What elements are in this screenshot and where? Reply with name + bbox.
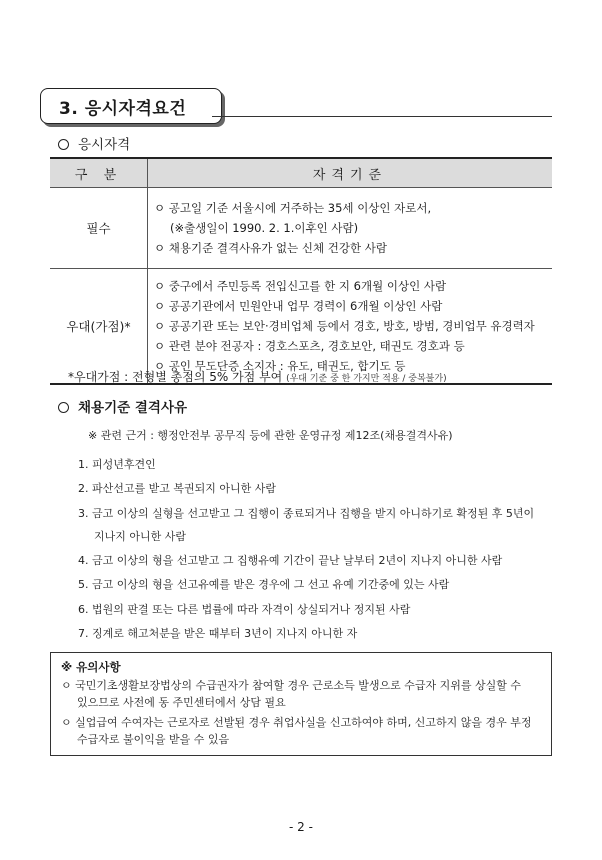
criteria-line: ㅇ 중구에서 주민등록 전입신고를 한 지 6개월 이상인 사람 [154, 279, 447, 293]
notice-box [50, 652, 552, 756]
disqualification-item: 7. 징계로 해고처분을 받은 때부터 3년이 지나지 아니한 자 [78, 627, 358, 640]
notice-item: ㅇ 실업급여 수여자는 근로자로 선발된 경우 취업사실을 신고하여야 하며, 신고하지 않을 경우 부정 [61, 716, 532, 729]
preference-note-sub: (우대 기준 중 한 가지만 적용 / 중복불가) [286, 374, 447, 384]
criteria-line: ㅇ 채용기준 결격사유가 없는 신체 건강한 사람 [154, 241, 388, 255]
notice-item-cont: 수급자로 불이익을 받을 수 있음 [77, 733, 230, 746]
disqualification-heading [58, 396, 187, 416]
section-title: 3. 응시자격요건 [59, 99, 187, 119]
header-category: 구 분 [50, 158, 148, 188]
criteria-line: (※출생일이 1990. 2. 1.이후인 사람) [170, 221, 359, 235]
criteria-line: ㅇ 관련 분야 전공자 : 경호스포츠, 경호보안, 태권도 경호과 등 [154, 339, 465, 353]
criteria-preferred [148, 269, 553, 385]
disqualification-heading-text: 채용기준 결격사유 [78, 400, 188, 416]
disqualification-item-cont: 지나지 아니한 사람 [94, 530, 187, 543]
preference-note [68, 368, 447, 385]
notice-title: ※ 유의사항 [61, 660, 121, 674]
section-divider [212, 116, 552, 117]
category-required: 필수 [50, 188, 148, 269]
circle-bullet-icon [58, 139, 69, 150]
qualification-heading-text: 응시자격 [78, 137, 131, 153]
criteria-line: ㅇ 공고일 기준 서울시에 거주하는 35세 이상인 자로서, [154, 201, 432, 215]
preference-note-main: *우대가점 : 전형별 총점의 5% 가점 부여 [68, 370, 283, 384]
disqualification-item: 3. 금고 이상의 실형을 선고받고 그 집행이 종료되거나 집행을 받지 아니하기로 확정된 후 5년이 [78, 507, 535, 520]
criteria-line: ㅇ 공공기관 또는 보안·경비업체 등에서 경호, 방호, 방범, 경비업무 유경력자 [154, 319, 535, 333]
qualification-table [50, 157, 552, 385]
table-row-preferred [50, 269, 552, 385]
table-row-required [50, 188, 552, 269]
disqualification-item: 2. 파산선고를 받고 복권되지 아니한 사람 [78, 482, 276, 495]
criteria-line: ㅇ 공인 무도단증 소지자 : 유도, 태권도, 합기도 등 [154, 359, 406, 373]
table-header-row [50, 158, 552, 188]
disqualification-item: 4. 금고 이상의 형을 선고받고 그 집행유예 기간이 끝난 날부터 2년이 지나지 아니한 사람 [78, 554, 503, 567]
criteria-line: ㅇ 공공기관에서 민원안내 업무 경력이 6개월 이상인 사람 [154, 299, 443, 313]
legal-reference: ※ 관련 근거 : 행정안전부 공무직 등에 관한 운영규정 제12조(채용결격사유) [88, 429, 453, 442]
disqualification-item: 1. 피성년후견인 [78, 458, 156, 471]
disqualification-item: 6. 법원의 판결 또는 다른 법률에 따라 자격이 상실되거나 정지된 사람 [78, 603, 411, 616]
qualification-heading [58, 133, 130, 153]
category-preferred: 우대(가점)* [50, 269, 148, 385]
criteria-required [148, 188, 553, 269]
header-criteria: 자격기준 [148, 158, 553, 188]
notice-item: ㅇ 국민기초생활보장법상의 수급권자가 참여할 경우 근로소득 발생으로 수급자 지위를 상실할 수 [61, 679, 522, 692]
page-number: - 2 - [289, 820, 313, 834]
notice-item-cont: 있으므로 사전에 동 주민센터에서 상담 필요 [77, 696, 286, 709]
disqualification-item: 5. 금고 이상의 형을 선고유예를 받은 경우에 그 선고 유예 기간중에 있는 사람 [78, 578, 450, 591]
section-title-box [40, 88, 222, 124]
circle-bullet-icon [58, 402, 69, 413]
